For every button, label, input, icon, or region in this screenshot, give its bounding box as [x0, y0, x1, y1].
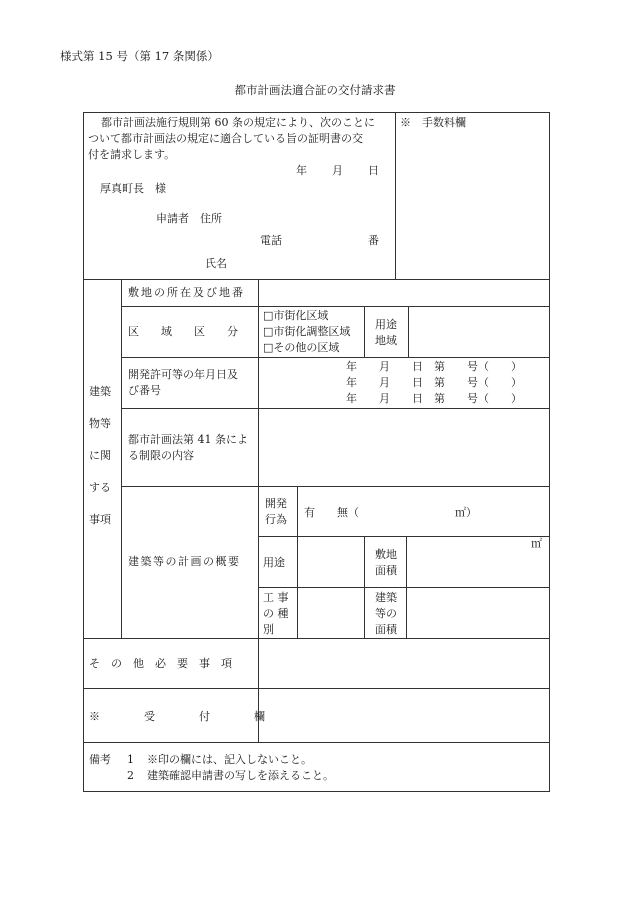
development-exist-toggle[interactable]: 有 無（	[304, 506, 359, 519]
fee-label: ※ 手数料欄	[400, 116, 466, 129]
building-area-label-2: 等の	[375, 607, 397, 620]
section-title-line: に関	[89, 449, 111, 462]
addressee: 厚真町長 様	[100, 182, 166, 195]
note-2-number: 2	[127, 769, 134, 782]
row-divider	[121, 486, 550, 487]
note-1: ※印の欄には、記入しないこと。	[147, 753, 312, 766]
restriction-label: 都市計画法第 41 条によ	[128, 433, 248, 446]
section-title-line: 建築	[89, 385, 111, 398]
row-divider	[83, 742, 550, 743]
section-title-line: する	[89, 481, 111, 494]
col-divider	[364, 306, 365, 357]
row-divider	[121, 306, 550, 307]
note-1-number: 1	[127, 753, 134, 766]
row-divider	[258, 536, 550, 537]
request-text-line3: 付を請求します。	[88, 148, 176, 161]
section-title-building	[89, 384, 119, 544]
zone-label: 区 域 区 分	[128, 325, 238, 338]
row-divider	[121, 357, 550, 358]
site-location-label: 敷地の所在及び地番	[128, 286, 245, 299]
col-divider	[406, 536, 407, 638]
building-area-label: 建築	[375, 591, 397, 604]
work-type-label-3: 別	[263, 623, 274, 636]
row-divider	[121, 408, 550, 409]
use-district-label-2: 地域	[375, 334, 397, 347]
development-area-unit: ㎡）	[455, 506, 477, 519]
phone-label: 電話	[260, 234, 282, 247]
col-divider	[364, 536, 365, 638]
work-type-label: 工 事	[263, 591, 289, 604]
form-title: 都市計画法適合証の交付請求書	[234, 83, 396, 97]
permit-row-1: 年 月 日 第 号（ ）	[346, 360, 522, 373]
row-divider	[83, 688, 550, 689]
site-area-label: 敷地	[375, 548, 397, 561]
row-divider	[83, 638, 550, 639]
zone-option-control[interactable]: □市街化調整区域	[263, 325, 351, 338]
row-divider	[258, 587, 550, 588]
use-label: 用途	[263, 556, 285, 569]
col-divider	[258, 279, 259, 742]
use-district-label: 用途	[375, 318, 397, 331]
permit-label-2: び番号	[128, 384, 161, 397]
reception-label: ※ 受 付 欄	[89, 710, 265, 723]
request-text-line2: ついて都市計画法の規定に適合している旨の証明書の交	[88, 132, 363, 145]
name-label: 氏名	[205, 257, 227, 270]
site-area-unit: ㎡	[531, 537, 542, 550]
note-2: 建築確認申請書の写しを添えること。	[147, 769, 334, 782]
site-area-label-2: 面積	[375, 564, 397, 577]
zone-option-urbanization[interactable]: □市街化区域	[263, 309, 329, 322]
col-divider	[408, 306, 409, 357]
notes-label: 備考	[89, 753, 111, 766]
restriction-label-2: る制限の内容	[128, 449, 194, 462]
col-divider	[297, 486, 298, 638]
date-year-label: 年	[296, 164, 307, 177]
plan-overview-label: 建築等の計画の概要	[128, 555, 241, 568]
development-act-label: 開発	[265, 497, 287, 510]
zone-option-other[interactable]: □その他の区域	[263, 341, 340, 354]
applicant-address-label: 申請者 住所	[156, 212, 222, 225]
development-act-label-2: 行為	[265, 513, 287, 526]
other-required-items-label: そ の 他 必 要 事 項	[89, 657, 232, 670]
date-day-label: 日	[368, 164, 379, 177]
work-type-label-2: の 種	[263, 607, 289, 620]
phone-suffix: 番	[368, 234, 379, 247]
col-divider	[395, 112, 396, 279]
row-divider	[83, 279, 550, 280]
permit-row-2: 年 月 日 第 号（ ）	[346, 376, 522, 389]
section-title-line: 物等	[89, 417, 111, 430]
permit-label: 開発許可等の年月日及	[128, 368, 238, 381]
form-reference: 様式第 15 号（第 17 条関係）	[60, 49, 219, 63]
building-area-label-3: 面積	[375, 623, 397, 636]
section-title-line: 事項	[89, 513, 111, 526]
date-month-label: 月	[332, 164, 343, 177]
permit-row-3: 年 月 日 第 号（ ）	[346, 392, 522, 405]
request-text-line1: 都市計画法施行規則第 60 条の規定により、次のことに	[101, 116, 375, 129]
col-divider	[121, 279, 122, 638]
